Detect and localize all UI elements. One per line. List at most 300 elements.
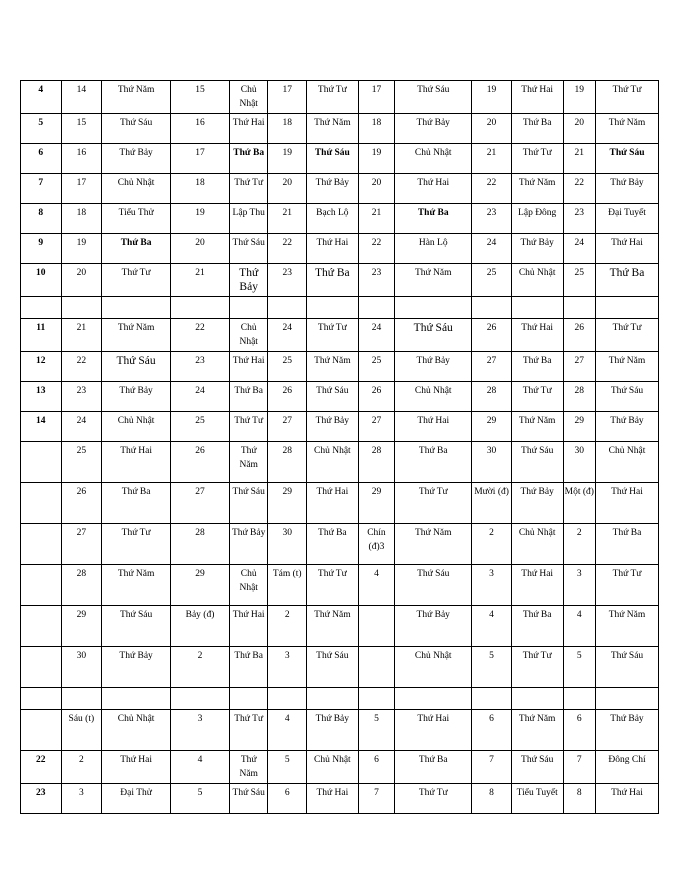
table-cell: Hàn Lộ — [395, 234, 472, 264]
table-cell: Thứ Ba — [395, 751, 472, 784]
table-cell: Thứ Sáu — [229, 784, 268, 814]
table-cell: Thứ Sáu — [596, 144, 659, 174]
table-cell: Thứ Ba — [511, 114, 563, 144]
table-cell: 2 — [61, 751, 102, 784]
table-row — [21, 442, 659, 483]
table-cell: Thứ Hai — [102, 442, 171, 483]
table-cell: Sáu (t) — [61, 710, 102, 751]
table-cell: 26 — [472, 319, 512, 352]
table-cell: 6 — [563, 710, 595, 751]
table-row — [21, 565, 659, 606]
table-cell: Thứ Tư — [596, 565, 659, 606]
table-cell: 29 — [472, 412, 512, 442]
table-cell: Thứ Năm — [229, 442, 268, 483]
table-cell: Thứ Hai — [596, 234, 659, 264]
table-cell: 3 — [268, 647, 307, 688]
table-cell: Thứ Năm — [102, 319, 171, 352]
table-cell — [268, 688, 307, 710]
table-cell: Thứ Sáu — [102, 114, 171, 144]
table-cell: 28 — [472, 382, 512, 412]
table-cell: Thứ Tư — [511, 382, 563, 412]
table-cell: Chủ Nhật — [102, 412, 171, 442]
table-cell: Thứ Năm — [102, 81, 171, 114]
table-cell: Thứ Năm — [596, 352, 659, 382]
table-cell: Thứ Ba — [229, 144, 268, 174]
table-cell: Chủ Nhật — [511, 524, 563, 565]
table-cell: Thứ Bảy — [596, 412, 659, 442]
table-cell: 19 — [472, 81, 512, 114]
row-number-cell — [21, 297, 62, 319]
blank-row — [21, 688, 659, 710]
table-cell: 30 — [563, 442, 595, 483]
table-cell: 21 — [171, 264, 230, 297]
table-cell: Chủ Nhật — [395, 647, 472, 688]
table-cell: 20 — [61, 264, 102, 297]
table-cell — [229, 688, 268, 710]
table-cell — [102, 688, 171, 710]
table-cell: 22 — [268, 234, 307, 264]
table-cell: 30 — [472, 442, 512, 483]
table-cell: Thứ Tư — [306, 81, 358, 114]
row-number-cell: 14 — [21, 412, 62, 442]
table-cell: Chủ Nhật — [395, 144, 472, 174]
table-row — [21, 606, 659, 647]
table-cell: Chủ Nhật — [229, 81, 268, 114]
table-cell: Thứ Sáu — [306, 647, 358, 688]
table-cell: Chủ Nhật — [306, 442, 358, 483]
table-cell: 28 — [61, 565, 102, 606]
table-cell — [358, 688, 395, 710]
table-row — [21, 784, 659, 814]
table-cell: 19 — [268, 144, 307, 174]
table-cell — [358, 606, 395, 647]
table-cell: Thứ Hai — [395, 710, 472, 751]
table-cell: Thứ Tư — [511, 144, 563, 174]
table-cell: 27 — [563, 352, 595, 382]
table-cell: 19 — [171, 204, 230, 234]
table-cell: 16 — [61, 144, 102, 174]
table-cell: 21 — [563, 144, 595, 174]
table-cell: 5 — [268, 751, 307, 784]
table-cell: 21 — [472, 144, 512, 174]
row-number-cell: 11 — [21, 319, 62, 352]
table-cell: Thứ Bảy — [395, 352, 472, 382]
table-cell: Tám (t) — [268, 565, 307, 606]
row-number-cell: 10 — [21, 264, 62, 297]
table-cell — [596, 688, 659, 710]
table-cell: 21 — [61, 319, 102, 352]
table-cell: 7 — [472, 751, 512, 784]
row-number-cell: 4 — [21, 81, 62, 114]
table-cell — [306, 688, 358, 710]
table-cell: Thứ Năm — [306, 606, 358, 647]
table-cell: Đông Chí — [596, 751, 659, 784]
table-cell: 6 — [268, 784, 307, 814]
row-number-cell: 13 — [21, 382, 62, 412]
table-cell: 25 — [472, 264, 512, 297]
table-cell: 7 — [563, 751, 595, 784]
table-cell: 4 — [563, 606, 595, 647]
table-cell: Thứ Năm — [395, 524, 472, 565]
table-row — [21, 174, 659, 204]
table-cell: 4 — [472, 606, 512, 647]
table-row — [21, 204, 659, 234]
table-cell: 5 — [472, 647, 512, 688]
table-cell: Thứ Hai — [306, 784, 358, 814]
row-number-cell: 6 — [21, 144, 62, 174]
table-cell: 29 — [268, 483, 307, 524]
table-cell: 22 — [472, 174, 512, 204]
table-cell: 22 — [61, 352, 102, 382]
table-cell: Thứ Năm — [511, 710, 563, 751]
table-cell: 20 — [171, 234, 230, 264]
table-cell: Thứ Tư — [596, 81, 659, 114]
table-cell: 25 — [171, 412, 230, 442]
table-cell: Thứ Sáu — [229, 234, 268, 264]
table-cell: Thứ Tư — [395, 483, 472, 524]
table-cell — [171, 688, 230, 710]
table-cell: Chủ Nhật — [306, 751, 358, 784]
table-cell: 27 — [268, 412, 307, 442]
table-cell: Chủ Nhật — [229, 565, 268, 606]
table-cell: Thứ Hai — [395, 412, 472, 442]
table-cell: Thứ Tư — [102, 264, 171, 297]
row-number-cell — [21, 442, 62, 483]
table-cell: 8 — [563, 784, 595, 814]
table-cell: Thứ Tư — [102, 524, 171, 565]
table-cell: 24 — [171, 382, 230, 412]
table-cell: Thứ Bảy — [511, 234, 563, 264]
table-cell: 22 — [563, 174, 595, 204]
table-cell: Thứ Sáu — [306, 144, 358, 174]
table-cell: 20 — [472, 114, 512, 144]
table-cell: Lập Đông — [511, 204, 563, 234]
table-cell: 23 — [563, 204, 595, 234]
table-cell: Thứ Hai — [596, 784, 659, 814]
table-row — [21, 483, 659, 524]
table-cell: Thứ Hai — [306, 483, 358, 524]
table-cell: 26 — [268, 382, 307, 412]
table-cell: Thứ Bảy — [306, 412, 358, 442]
table-cell: Thứ Hai — [229, 114, 268, 144]
table-cell: 19 — [358, 144, 395, 174]
table-cell — [511, 297, 563, 319]
table-cell: Thứ Bảy — [395, 114, 472, 144]
table-cell: Thứ Ba — [229, 647, 268, 688]
table-cell: 26 — [61, 483, 102, 524]
table-cell: Chủ Nhật — [102, 710, 171, 751]
table-cell: 24 — [268, 319, 307, 352]
table-cell: 25 — [358, 352, 395, 382]
table-cell: 4 — [268, 710, 307, 751]
table-cell: 27 — [61, 524, 102, 565]
table-row — [21, 352, 659, 382]
table-cell: Chủ Nhật — [102, 174, 171, 204]
table-cell: 4 — [358, 565, 395, 606]
table-cell — [511, 688, 563, 710]
table-cell: Thứ Hai — [511, 81, 563, 114]
table-cell — [61, 297, 102, 319]
row-number-cell — [21, 524, 62, 565]
table-cell: 2 — [171, 647, 230, 688]
table-cell: 5 — [171, 784, 230, 814]
table-cell: Tiểu Thử — [102, 204, 171, 234]
table-cell: 24 — [563, 234, 595, 264]
table-cell: 3 — [472, 565, 512, 606]
table-cell: Thứ Sáu — [395, 565, 472, 606]
table-cell: 6 — [472, 710, 512, 751]
table-cell: 18 — [268, 114, 307, 144]
table-cell: Thứ Bảy — [511, 483, 563, 524]
table-cell: 22 — [358, 234, 395, 264]
table-cell: 23 — [472, 204, 512, 234]
table-row — [21, 412, 659, 442]
table-cell: Thứ Hai — [395, 174, 472, 204]
table-cell: 30 — [268, 524, 307, 565]
table-cell: Thứ Năm — [306, 114, 358, 144]
table-cell: Chín (đ)3 — [358, 524, 395, 565]
table-cell: Thứ Bảy — [102, 144, 171, 174]
table-cell: Thứ Tư — [511, 647, 563, 688]
table-cell: Thứ Năm — [596, 606, 659, 647]
table-cell: 30 — [61, 647, 102, 688]
table-cell: 23 — [268, 264, 307, 297]
table-cell: Thứ Hai — [306, 234, 358, 264]
table-cell: 24 — [358, 319, 395, 352]
table-row — [21, 647, 659, 688]
table-cell: 21 — [358, 204, 395, 234]
calendar-body — [21, 81, 659, 814]
table-cell: Thứ Ba — [229, 382, 268, 412]
table-cell: Thứ Sáu — [596, 647, 659, 688]
table-cell: 20 — [268, 174, 307, 204]
table-cell — [358, 647, 395, 688]
table-cell: Một (đ) — [563, 483, 595, 524]
table-cell: 3 — [171, 710, 230, 751]
table-cell: Thứ Sáu — [306, 382, 358, 412]
table-cell — [171, 297, 230, 319]
table-cell: Thứ Năm — [511, 412, 563, 442]
row-number-cell — [21, 710, 62, 751]
row-number-cell: 7 — [21, 174, 62, 204]
table-cell: Thứ Ba — [306, 524, 358, 565]
table-row — [21, 710, 659, 751]
table-row — [21, 81, 659, 114]
row-number-cell — [21, 483, 62, 524]
table-cell: Thứ Bảy — [395, 606, 472, 647]
table-cell: 23 — [171, 352, 230, 382]
table-cell: Thứ Hai — [511, 319, 563, 352]
table-cell: 22 — [171, 319, 230, 352]
table-cell: Thứ Bảy — [102, 382, 171, 412]
table-cell: 3 — [61, 784, 102, 814]
table-cell: Thứ Năm — [102, 565, 171, 606]
table-cell: Thứ Bảy — [306, 174, 358, 204]
table-cell: Chủ Nhật — [596, 442, 659, 483]
table-row — [21, 319, 659, 352]
table-cell: Thứ Ba — [596, 524, 659, 565]
row-number-cell — [21, 606, 62, 647]
table-cell — [358, 297, 395, 319]
table-row — [21, 524, 659, 565]
table-cell: 28 — [171, 524, 230, 565]
table-cell: 21 — [268, 204, 307, 234]
table-cell: Thứ Bảy — [306, 710, 358, 751]
table-cell: Thứ Sáu — [596, 382, 659, 412]
table-cell: Thứ Ba — [511, 352, 563, 382]
table-cell: 25 — [563, 264, 595, 297]
table-cell: 26 — [358, 382, 395, 412]
table-cell: 23 — [61, 382, 102, 412]
table-cell: Tiểu Tuyết — [511, 784, 563, 814]
table-cell: Lập Thu — [229, 204, 268, 234]
table-cell: Chủ Nhật — [395, 382, 472, 412]
table-cell: 15 — [61, 114, 102, 144]
table-cell: Thứ Ba — [511, 606, 563, 647]
table-cell: Thứ Sáu — [229, 483, 268, 524]
table-cell: 6 — [358, 751, 395, 784]
row-number-cell: 12 — [21, 352, 62, 382]
row-number-cell — [21, 565, 62, 606]
row-number-cell: 5 — [21, 114, 62, 144]
table-cell: 25 — [61, 442, 102, 483]
table-cell: 14 — [61, 81, 102, 114]
table-cell — [229, 297, 268, 319]
table-cell: 2 — [268, 606, 307, 647]
table-cell: Thứ Hai — [229, 352, 268, 382]
table-cell: Thứ Sáu — [395, 319, 472, 352]
table-cell: Thứ Tư — [306, 565, 358, 606]
table-cell: Thứ Ba — [102, 234, 171, 264]
table-cell: Thứ Năm — [596, 114, 659, 144]
table-row — [21, 234, 659, 264]
table-cell: Đại Tuyết — [596, 204, 659, 234]
row-number-cell: 8 — [21, 204, 62, 234]
table-cell — [563, 688, 595, 710]
table-cell: 3 — [563, 565, 595, 606]
blank-row — [21, 297, 659, 319]
row-number-cell — [21, 647, 62, 688]
table-cell: Thứ Sáu — [511, 442, 563, 483]
table-cell: 24 — [472, 234, 512, 264]
table-cell: 19 — [61, 234, 102, 264]
table-cell: 15 — [171, 81, 230, 114]
table-cell: Thứ Bảy — [596, 174, 659, 204]
row-number-cell: 22 — [21, 751, 62, 784]
table-cell: Mười (đ) — [472, 483, 512, 524]
table-cell: Thứ Ba — [596, 264, 659, 297]
table-cell: Đại Thử — [102, 784, 171, 814]
table-cell: Thứ Năm — [511, 174, 563, 204]
table-row — [21, 264, 659, 297]
table-cell — [61, 688, 102, 710]
calendar-table — [20, 80, 659, 814]
table-cell: 2 — [472, 524, 512, 565]
table-row — [21, 114, 659, 144]
table-cell: 17 — [358, 81, 395, 114]
table-cell: Thứ Bảy — [229, 264, 268, 297]
table-cell: Bảy (đ) — [171, 606, 230, 647]
table-cell: Thứ Hai — [229, 606, 268, 647]
table-cell: Thứ Bảy — [596, 710, 659, 751]
table-cell: Thứ Tư — [229, 174, 268, 204]
table-cell: Thứ Hai — [596, 483, 659, 524]
table-cell: Thứ Bảy — [102, 647, 171, 688]
table-cell: 29 — [358, 483, 395, 524]
table-cell: Thứ Bảy — [229, 524, 268, 565]
table-cell: Thứ Năm — [306, 352, 358, 382]
table-cell: 2 — [563, 524, 595, 565]
table-cell: 28 — [268, 442, 307, 483]
table-cell: 16 — [171, 114, 230, 144]
table-cell: Thứ Ba — [395, 204, 472, 234]
table-cell: 28 — [563, 382, 595, 412]
table-cell: Chủ Nhật — [229, 319, 268, 352]
table-row — [21, 382, 659, 412]
table-cell: 4 — [171, 751, 230, 784]
table-cell: 29 — [563, 412, 595, 442]
table-cell: Thứ Năm — [395, 264, 472, 297]
table-cell: 18 — [358, 114, 395, 144]
table-cell: 19 — [563, 81, 595, 114]
table-cell: 26 — [563, 319, 595, 352]
table-cell — [395, 297, 472, 319]
table-cell: 26 — [171, 442, 230, 483]
table-cell: Thứ Hai — [102, 751, 171, 784]
table-cell: 29 — [171, 565, 230, 606]
table-cell: 29 — [61, 606, 102, 647]
table-row — [21, 144, 659, 174]
table-cell: Thứ Ba — [395, 442, 472, 483]
table-cell: Thứ Sáu — [395, 81, 472, 114]
table-cell: Thứ Năm — [229, 751, 268, 784]
table-cell: 17 — [268, 81, 307, 114]
row-number-cell: 9 — [21, 234, 62, 264]
table-cell: 20 — [358, 174, 395, 204]
table-cell: 18 — [171, 174, 230, 204]
table-cell: 5 — [358, 710, 395, 751]
row-number-cell — [21, 688, 62, 710]
table-cell: 8 — [472, 784, 512, 814]
table-cell: Thứ Sáu — [511, 751, 563, 784]
table-cell: 20 — [563, 114, 595, 144]
table-cell: Thứ Tư — [229, 710, 268, 751]
table-cell — [102, 297, 171, 319]
row-number-cell: 23 — [21, 784, 62, 814]
table-cell: Chủ Nhật — [511, 264, 563, 297]
table-cell: Thứ Tư — [596, 319, 659, 352]
table-cell: 23 — [358, 264, 395, 297]
table-cell: Thứ Tư — [395, 784, 472, 814]
table-cell: Thứ Sáu — [102, 606, 171, 647]
table-cell: 17 — [171, 144, 230, 174]
table-cell: Thứ Tư — [229, 412, 268, 442]
table-cell — [472, 297, 512, 319]
table-cell: 27 — [171, 483, 230, 524]
table-cell: Thứ Tư — [306, 319, 358, 352]
table-cell: Thứ Ba — [306, 264, 358, 297]
table-cell — [596, 297, 659, 319]
table-cell — [306, 297, 358, 319]
table-cell: Thứ Hai — [511, 565, 563, 606]
table-cell: 5 — [563, 647, 595, 688]
table-cell — [268, 297, 307, 319]
table-row — [21, 751, 659, 784]
table-cell: Bạch Lộ — [306, 204, 358, 234]
table-cell: 17 — [61, 174, 102, 204]
table-cell: 7 — [358, 784, 395, 814]
table-cell: 28 — [358, 442, 395, 483]
